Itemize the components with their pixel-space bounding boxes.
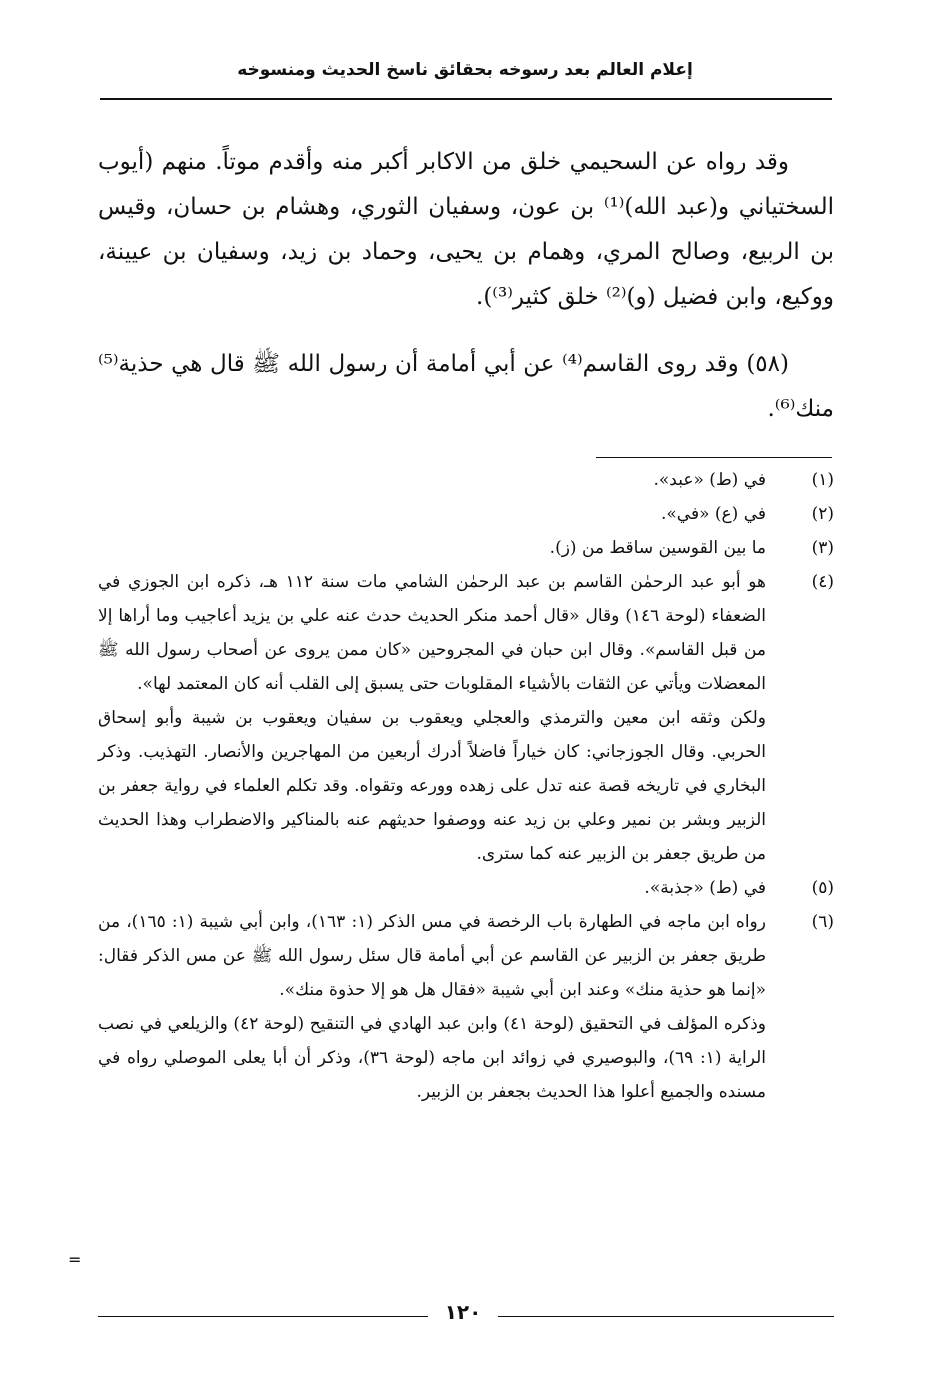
footnotes	[98, 463, 834, 1109]
footnote-text: ولكن وثقه ابن معين والترمذي والعجلي ويعقوب بن سفيان ويعقوب بن شيبة وأبو إسحاق الحربي. وقال الجوزجاني: كان خياراً فاضلاً أدرك أربعين من المهاجرين والأنصار. التهذيب. وذكر البخاري في تاريخه قصة عنه تدل على زهده وورعه وتقواه. وقد تكلم العلماء في رواية جعفر بن الزبير وبشر بن نمير وعلي بن زيد عنه ووصفوا حديثهم عنه بالمناكير والاضطراب وهذا الحديث من طريق جعفر بن الزبير عنه كما سترى.	[98, 708, 766, 864]
footnote-number: (٦)	[811, 912, 834, 932]
footnote-text: ما بين القوسين ساقط من (ز).	[549, 538, 766, 558]
footer-rule	[98, 1316, 428, 1317]
footer-rule	[498, 1316, 834, 1317]
margin-mark: =	[68, 1250, 82, 1269]
footnote-number: (٥)	[811, 878, 834, 898]
footnote	[98, 463, 834, 497]
footnote	[98, 905, 834, 1109]
footnote-text: في (ع) «في».	[660, 504, 766, 524]
main-paragraph: وقد رواه عن السحيمي خلق من الاكابر أكبر منه وأقدم موتاً. منهم (أيوب السختياني و(عبد الله)⁽¹⁾ بن عون، وسفيان الثوري، وهشام بن حسان، وقيس بن الربيع، وصالح المري، وهمام بن يحيى، وحماد بن زيد، وسفيان بن عيينة، ووكيع، وابن فضيل (و)⁽²⁾ خلق كثير⁽³⁾).	[98, 149, 834, 310]
footnote-number: (٤)	[811, 572, 834, 592]
footnote-number: (١)	[811, 470, 834, 490]
footnote-text: رواه ابن ماجه في الطهارة باب الرخصة في مس الذكر (١: ١٦٣)، وابن أبي شيبة (١: ١٦٥)، من طريق جعفر بن الزبير عن القاسم عن أبي أمامة قال سئل رسول الله ﷺ عن مس الذكر فقال: «إنما هو حذية منك» وعند ابن أبي شيبة «فقال هل هو إلا حذوة منك».	[98, 912, 766, 1000]
footnote-text: في (ط) «عبد».	[653, 470, 766, 490]
page-footer	[98, 1300, 834, 1330]
footnote-number: (٢)	[811, 504, 834, 524]
main-text	[98, 140, 834, 432]
footnote	[98, 497, 834, 531]
footnote-separator	[596, 457, 832, 458]
header-rule	[100, 98, 832, 100]
footnote	[98, 565, 834, 871]
footnote	[98, 531, 834, 565]
footnote-number: (٣)	[811, 538, 834, 558]
footnote-text: وذكره المؤلف في التحقيق (لوحة ٤١) وابن عبد الهادي في التنقيح (لوحة ٤٢) والزيلعي في نصب الراية (١: ٦٩)، والبوصيري في زوائد ابن ماجه (لوحة ٣٦)، وذكر أن أبا يعلى الموصلي رواه في مسنده والجميع أعلوا هذا الحديث بجعفر بن الزبير.	[98, 1014, 767, 1102]
main-paragraph: (٥٨) وقد روى القاسم⁽⁴⁾ عن أبي أمامة أن رسول الله ﷺ قال هي حذية⁽⁵⁾ منك⁽⁶⁾.	[98, 351, 834, 422]
page-number: ١٢٠	[444, 1300, 482, 1324]
footnote-text: في (ط) «جذبة».	[644, 878, 766, 898]
running-header: إعلام العالم بعد رسوخه بحقائق ناسخ الحديث ومنسوخه	[237, 60, 693, 80]
footnote-text: هو أبو عبد الرحمٰن القاسم بن عبد الرحمٰن الشامي مات سنة ١١٢ هـ، ذكره ابن الجوزي في الضعفاء (لوحة ١٤٦) وقال «قال أحمد منكر الحديث حدث عنه علي بن يزيد أعاجيب وما أراها إلا من قبل القاسم». وقال ابن حبان في المجروحين «كان ممن يروى عن أصحاب رسول الله ﷺ المعضلات ويأتي عن الثقات بالأشياء المقلوبات حتى يسبق إلى القلب أنه كان المعتمد لها».	[98, 572, 766, 694]
footnote	[98, 871, 834, 905]
